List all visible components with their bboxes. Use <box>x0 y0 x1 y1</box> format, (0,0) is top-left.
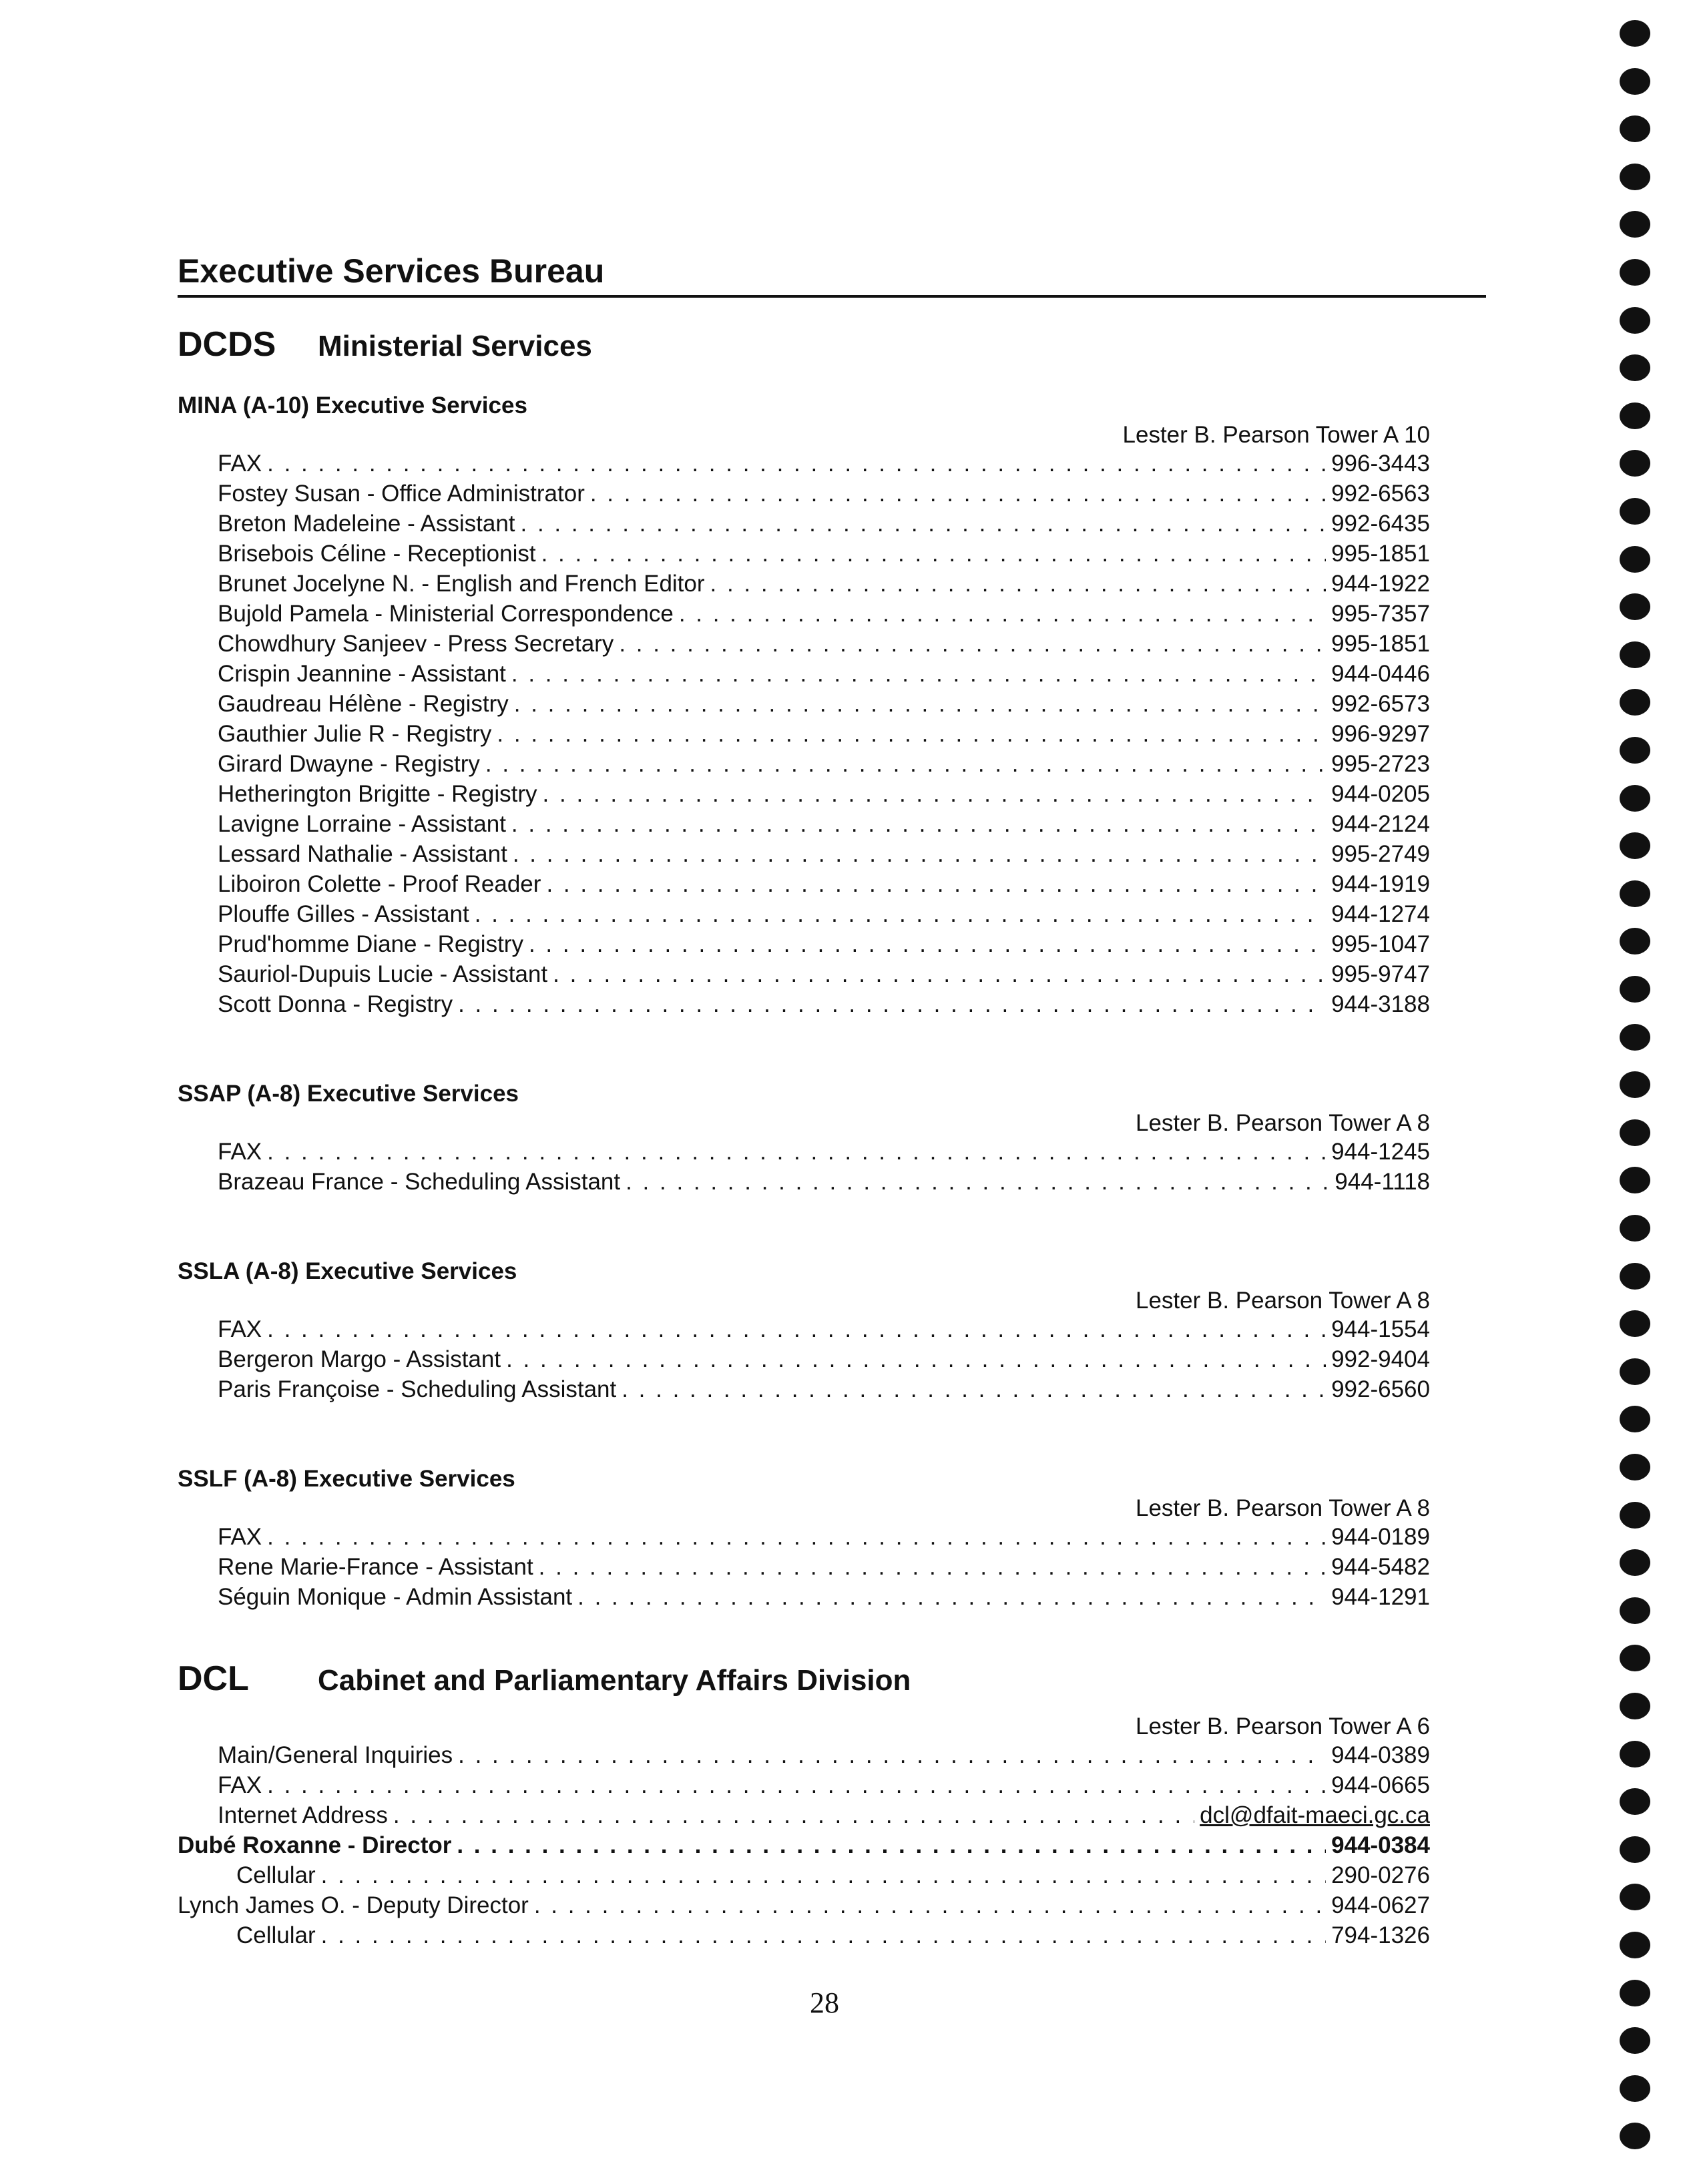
entry-phone: 996-9297 <box>1331 721 1430 747</box>
dot-leader <box>529 929 1326 959</box>
entry-phone: 290-0276 <box>1331 1862 1430 1888</box>
entry-phone: 944-0205 <box>1331 781 1430 807</box>
directory-entry <box>178 1552 1486 1582</box>
group-location: Lester B. Pearson Tower A 8 <box>1135 1110 1430 1136</box>
group-location: Lester B. Pearson Tower A 8 <box>1135 1495 1430 1521</box>
binding-hole <box>1620 115 1650 142</box>
directory-entry <box>178 1582 1486 1612</box>
binding-hole <box>1620 402 1650 429</box>
binding-hole <box>1620 689 1650 716</box>
binding-hole <box>1620 880 1650 907</box>
directory-entry <box>178 1167 1486 1197</box>
dot-leader <box>457 1830 1326 1860</box>
division-name: Ministerial Services <box>318 330 592 362</box>
dot-leader <box>485 749 1326 779</box>
group-title: SSLA (A-8) Executive Services <box>178 1258 517 1284</box>
entry-phone: 944-1554 <box>1331 1316 1430 1342</box>
directory-entry <box>178 509 1486 539</box>
entry-name: Scott Donna - Registry <box>218 991 453 1017</box>
entry-name: Internet Address <box>218 1802 388 1828</box>
directory-entry <box>178 1830 1486 1860</box>
entry-phone: 995-1851 <box>1331 631 1430 657</box>
entry-name: Brisebois Céline - Receptionist <box>218 541 536 567</box>
entry-name: Prud'homme Diane - Registry <box>218 931 523 957</box>
binding-hole <box>1620 354 1650 381</box>
group-ssap <box>178 1081 1486 1197</box>
binding-hole <box>1620 20 1650 47</box>
directory-list <box>178 1314 1486 1404</box>
dot-leader <box>514 689 1326 719</box>
group-mina <box>178 392 1486 1019</box>
division-code: DCL <box>178 1659 249 1698</box>
entry-phone: 944-0189 <box>1331 1524 1430 1550</box>
directory-entry <box>178 1920 1486 1950</box>
binding-hole <box>1620 2123 1650 2149</box>
entry-name: Séguin Monique - Admin Assistant <box>218 1584 573 1610</box>
binding-hole <box>1620 1263 1650 1290</box>
binding-hole <box>1620 1215 1650 1242</box>
directory-entry <box>178 1344 1486 1374</box>
entry-name: Lessard Nathalie - Assistant <box>218 841 507 867</box>
division-location: Lester B. Pearson Tower A 6 <box>1135 1713 1430 1739</box>
page-content <box>178 251 1486 1950</box>
directory-entry <box>178 989 1486 1019</box>
division-header-dcl <box>178 1659 1486 1699</box>
entry-phone: 995-2749 <box>1331 841 1430 867</box>
entry-name: Girard Dwayne - Registry <box>218 751 480 777</box>
binding-hole <box>1620 1454 1650 1480</box>
directory-entry <box>178 1522 1486 1552</box>
directory-entry <box>178 629 1486 659</box>
entry-name: Sauriol-Dupuis Lucie - Assistant <box>218 961 548 987</box>
entry-name: Crispin Jeannine - Assistant <box>218 661 506 687</box>
dot-leader <box>321 1860 1326 1890</box>
binding-hole <box>1620 1788 1650 1815</box>
directory-entry <box>178 719 1486 749</box>
directory-entry <box>178 809 1486 839</box>
entry-phone: 992-9404 <box>1331 1346 1430 1372</box>
bureau-title: Executive Services Bureau <box>178 251 1486 298</box>
binding-hole <box>1620 1836 1650 1863</box>
entry-phone: 944-0384 <box>1331 1832 1430 1858</box>
entry-name: Brunet Jocelyne N. - English and French Editor <box>218 571 705 597</box>
directory-entry <box>178 959 1486 989</box>
entry-name: Gauthier Julie R - Registry <box>218 721 492 747</box>
dot-leader <box>267 1522 1326 1552</box>
entry-name: Rene Marie-France - Assistant <box>218 1554 533 1580</box>
page-number: 28 <box>810 1986 839 2019</box>
directory-entry <box>178 929 1486 959</box>
binding-hole <box>1620 546 1650 573</box>
entry-name: Gaudreau Hélène - Registry <box>218 691 509 717</box>
directory-entry <box>178 659 1486 689</box>
entry-phone: 944-3188 <box>1331 991 1430 1017</box>
dot-leader <box>534 1890 1326 1920</box>
dot-leader <box>619 629 1326 659</box>
entry-name: Hetherington Brigitte - Registry <box>218 781 537 807</box>
binding-hole <box>1620 1693 1650 1719</box>
entry-phone: 794-1326 <box>1331 1922 1430 1948</box>
binding-hole <box>1620 1597 1650 1624</box>
binding-hole <box>1620 641 1650 668</box>
entry-phone: 944-1118 <box>1335 1169 1430 1195</box>
binding-hole <box>1620 1406 1650 1432</box>
binding-hole <box>1620 1980 1650 2006</box>
section-gap <box>178 1197 1486 1230</box>
binding-hole <box>1620 1071 1650 1098</box>
directory-entry <box>178 839 1486 869</box>
binding-hole <box>1620 1549 1650 1576</box>
binding-hole <box>1620 1645 1650 1671</box>
dot-leader <box>622 1374 1326 1404</box>
entry-name: Chowdhury Sanjeev - Press Secretary <box>218 631 614 657</box>
binding-hole <box>1620 307 1650 334</box>
dot-leader <box>521 509 1327 539</box>
directory-entry <box>178 1314 1486 1344</box>
directory-entry <box>178 689 1486 719</box>
directory-entry <box>178 1860 1486 1890</box>
dot-leader <box>539 1552 1326 1582</box>
directory-list <box>178 1740 1486 1950</box>
dot-leader <box>321 1920 1326 1950</box>
group-location: Lester B. Pearson Tower A 10 <box>1122 422 1430 448</box>
binding-hole <box>1620 785 1650 812</box>
binding-hole <box>1620 1741 1650 1767</box>
directory-entry <box>178 539 1486 569</box>
binding-hole <box>1620 976 1650 1003</box>
binding-hole <box>1620 2075 1650 2102</box>
dot-leader <box>458 989 1326 1019</box>
directory-entry <box>178 479 1486 509</box>
dot-leader <box>267 1137 1326 1167</box>
dot-leader <box>267 449 1326 479</box>
dot-leader <box>577 1582 1326 1612</box>
entry-phone: 992-6573 <box>1331 691 1430 717</box>
directory-list <box>178 1137 1486 1197</box>
entry-phone: 944-1922 <box>1331 571 1430 597</box>
dot-leader <box>497 719 1326 749</box>
dot-leader <box>553 959 1326 989</box>
dot-leader <box>679 599 1326 629</box>
directory-entry <box>178 899 1486 929</box>
entry-phone: 995-1851 <box>1331 541 1430 567</box>
directory-list <box>178 1522 1486 1612</box>
entry-phone: 944-1919 <box>1331 871 1430 897</box>
entry-phone: 992-6560 <box>1331 1376 1430 1402</box>
entry-name: Dubé Roxanne - Director <box>178 1832 452 1858</box>
binding-hole <box>1620 68 1650 95</box>
group-location: Lester B. Pearson Tower A 8 <box>1135 1288 1430 1314</box>
binding-hole <box>1620 928 1650 954</box>
group-ssla <box>178 1258 1486 1404</box>
section-gap <box>178 1019 1486 1053</box>
entry-phone: 944-0389 <box>1331 1742 1430 1768</box>
division-name: Cabinet and Parliamentary Affairs Division <box>318 1664 911 1697</box>
entry-name: Bujold Pamela - Ministerial Correspondence <box>218 601 674 627</box>
email-link[interactable]: dcl@dfait-maeci.gc.ca <box>1200 1802 1430 1828</box>
entry-name: Brazeau France - Scheduling Assistant <box>218 1169 621 1195</box>
directory-entry <box>178 1137 1486 1167</box>
entry-name: FAX <box>218 451 262 477</box>
group-title: MINA (A-10) Executive Services <box>178 392 527 419</box>
entry-name: FAX <box>218 1139 262 1165</box>
entry-phone: 944-1274 <box>1331 901 1430 927</box>
directory-entry <box>178 569 1486 599</box>
entry-phone: 944-0665 <box>1331 1772 1430 1798</box>
entry-name: FAX <box>218 1316 262 1342</box>
division-code: DCDS <box>178 325 276 364</box>
entry-phone: 992-6435 <box>1331 511 1430 537</box>
section-gap <box>178 1404 1486 1438</box>
group-title: SSLF (A-8) Executive Services <box>178 1466 515 1492</box>
entry-phone: 995-1047 <box>1331 931 1430 957</box>
binding-hole <box>1620 211 1650 238</box>
entry-phone: 944-1291 <box>1331 1584 1430 1610</box>
binding-hole <box>1620 1932 1650 1958</box>
binding-hole <box>1620 593 1650 620</box>
dot-leader <box>511 659 1326 689</box>
dot-leader <box>513 839 1326 869</box>
binding-hole <box>1620 259 1650 286</box>
entry-name: Plouffe Gilles - Assistant <box>218 901 469 927</box>
dot-leader <box>267 1314 1326 1344</box>
directory-list <box>178 449 1486 1019</box>
dot-leader <box>393 1800 1194 1830</box>
group-sslf <box>178 1466 1486 1612</box>
binding-hole <box>1620 498 1650 525</box>
directory-entry <box>178 869 1486 899</box>
directory-entry <box>178 1740 1486 1770</box>
group-title: SSAP (A-8) Executive Services <box>178 1081 519 1107</box>
directory-entry <box>178 749 1486 779</box>
binding-hole <box>1620 164 1650 190</box>
entry-name: FAX <box>218 1772 262 1798</box>
entry-name: Lavigne Lorraine - Assistant <box>218 811 506 837</box>
entry-name: Fostey Susan - Office Administrator <box>218 481 585 507</box>
binding-hole <box>1620 1884 1650 1910</box>
entry-name: FAX <box>218 1524 262 1550</box>
entry-name: Breton Madeleine - Assistant <box>218 511 515 537</box>
binding-hole <box>1620 1358 1650 1385</box>
binding-hole <box>1620 737 1650 764</box>
dot-leader <box>475 899 1326 929</box>
binding-hole <box>1620 450 1650 477</box>
entry-phone: 995-9747 <box>1331 961 1430 987</box>
directory-entry <box>178 599 1486 629</box>
binding-hole <box>1620 2027 1650 2054</box>
binding-hole <box>1620 1024 1650 1051</box>
dot-leader <box>506 1344 1326 1374</box>
entry-name: Liboiron Colette - Proof Reader <box>218 871 541 897</box>
binding-hole <box>1620 1502 1650 1529</box>
dot-leader <box>626 1167 1329 1197</box>
binding-hole <box>1620 832 1650 859</box>
entry-phone: 944-5482 <box>1331 1554 1430 1580</box>
division-header-dcds <box>178 324 1486 364</box>
entry-name: Cellular <box>236 1862 316 1888</box>
binding-hole <box>1620 1119 1650 1146</box>
dot-leader <box>590 479 1326 509</box>
directory-entry <box>178 1374 1486 1404</box>
entry-phone: 944-2124 <box>1331 811 1430 837</box>
dot-leader <box>458 1740 1326 1770</box>
entry-phone: 995-7357 <box>1331 601 1430 627</box>
dot-leader <box>546 869 1326 899</box>
dot-leader <box>267 1770 1326 1800</box>
entry-phone: 944-0446 <box>1331 661 1430 687</box>
directory-entry <box>178 1770 1486 1800</box>
entry-name: Main/General Inquiries <box>218 1742 453 1768</box>
binding-hole <box>1620 1167 1650 1193</box>
directory-entry <box>178 1800 1486 1830</box>
directory-entry <box>178 1890 1486 1920</box>
entry-name: Lynch James O. - Deputy Director <box>178 1892 529 1918</box>
entry-phone: 992-6563 <box>1331 481 1430 507</box>
entry-name: Paris Françoise - Scheduling Assistant <box>218 1376 617 1402</box>
dot-leader <box>543 779 1327 809</box>
entry-phone: 944-1245 <box>1331 1139 1430 1165</box>
entry-phone: 996-3443 <box>1331 451 1430 477</box>
entry-phone: 944-0627 <box>1331 1892 1430 1918</box>
entry-phone: 995-2723 <box>1331 751 1430 777</box>
dot-leader <box>511 809 1326 839</box>
directory-entry <box>178 779 1486 809</box>
entry-name: Cellular <box>236 1922 316 1948</box>
directory-entry <box>178 449 1486 479</box>
dot-leader <box>710 569 1327 599</box>
entry-name: Bergeron Margo - Assistant <box>218 1346 501 1372</box>
dot-leader <box>541 539 1326 569</box>
binding-hole <box>1620 1310 1650 1337</box>
